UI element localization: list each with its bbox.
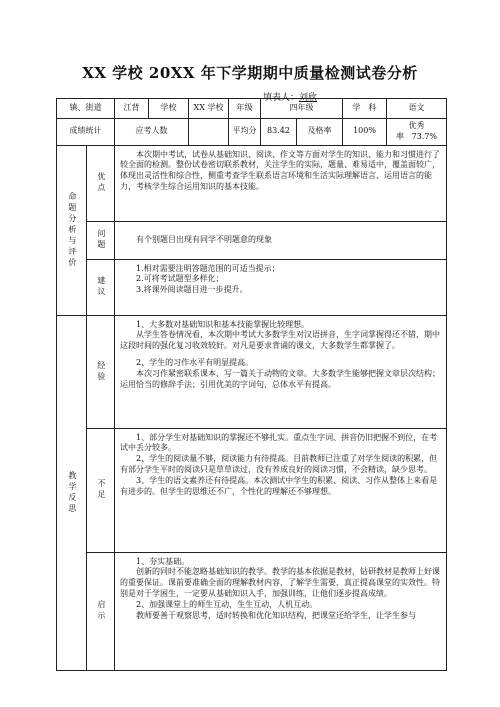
pass-label: 及格率 bbox=[297, 119, 343, 146]
filler-label: 填表人： bbox=[263, 93, 300, 103]
shortcoming-item: 1、部分学生对基础知识的掌握还不够扎实。重点生字词、拼音仍旧把握不到位，在考试中丢分较多。 bbox=[120, 432, 438, 453]
school-value: XX 学校 bbox=[189, 99, 229, 119]
experience-item: 1、大多数对基础知识和基本技能掌握比较理想。 bbox=[136, 319, 310, 329]
experience-label: 经验 bbox=[87, 315, 115, 428]
suggestions-cell bbox=[115, 259, 447, 315]
strengths-cell bbox=[115, 145, 447, 221]
grade-label: 年级 bbox=[229, 99, 261, 119]
insight-item: 教师要善于观察思考，适时转换和优化知识结构，把课堂还给学生，让学生参与 bbox=[136, 610, 416, 620]
shortcomings-label: 不足 bbox=[87, 428, 115, 552]
school-label: 学校 bbox=[149, 99, 189, 119]
analysis-section-label bbox=[57, 145, 87, 315]
insight-item: 1、夯实基础。 bbox=[136, 556, 190, 566]
reflection-section-label bbox=[57, 315, 87, 670]
problems-cell bbox=[115, 221, 447, 259]
problems-text: 有个别题目出现有同学不明题意的现象 bbox=[136, 234, 272, 244]
subject-label: 学 科 bbox=[343, 99, 387, 119]
experience-item: 本次习作紧密联系课本，写一篇关于动物的文章。大多数学生能够把握文章层次结构；运用恰当的修辞手法；引用优美的字词句，总体水平有提高。 bbox=[120, 368, 440, 389]
experience-item: 从学生答卷情况看，本次期中考试大多数学生对汉语拼音，生字词掌握得还不错，期中这段时间的强化复习收效较好。对凡是要求背诵的课文，大多数学生都掌握了。 bbox=[120, 330, 440, 351]
excellent-value: 73.7% bbox=[411, 131, 438, 141]
reflection-label-text: 教学反思 bbox=[67, 470, 77, 515]
filler-name: 刘欣 bbox=[299, 93, 318, 103]
town-label: 镇、街道 bbox=[57, 99, 115, 119]
suggestion-item: 1.相对需要注明答题范围的可适当提示； bbox=[136, 263, 280, 273]
shortcoming-item: 2、学生的阅读量不够，阅读能力有待提高。目前教师已注重了对学生阅读的积累，但有部分学生平时的阅读只是草草读过，没有养成良好的阅读习惯，不会精读，缺少思考。 bbox=[120, 454, 438, 474]
strengths-label: 优点 bbox=[87, 145, 115, 221]
subject-value: 语文 bbox=[387, 99, 447, 119]
shortcomings-cell bbox=[115, 428, 447, 552]
pass-value: 100% bbox=[343, 119, 387, 146]
suggestions-label: 建议 bbox=[87, 259, 115, 315]
town-value: 江背 bbox=[115, 99, 149, 119]
grade-value: 四年级 bbox=[261, 99, 343, 119]
shortcoming-item: 3、学生的语文素养还有待提高。本次测试中学生的积累、阅读、习作从整体上来看是有进步的。但学生的思维还不广，个性化的理解还不够理想。 bbox=[120, 475, 438, 496]
insights-label: 启示 bbox=[87, 552, 115, 670]
experience-item: 2、学生的习作水平有明显提高。 bbox=[136, 357, 254, 367]
excellent-label: 优秀率 bbox=[395, 121, 425, 141]
insight-item: 2、加强课堂上的师生互动，生生互动，人机互动。 bbox=[136, 599, 318, 609]
insight-item: 创新的同时不能忽略基础知识的教学。教学的基本依据是教材，钻研教材是教师上好课的重要保证。课前要准确全面的理解教材内容，了解学生需要，真正提高课堂的实效性。特别是对于学困生，一定要从基础知识入手，加强训练，让他们逐步提高成绩。 bbox=[120, 567, 440, 598]
participants-label: 应考人数 bbox=[115, 119, 189, 146]
analysis-label-text: 命题分析与评价 bbox=[67, 191, 77, 269]
problems-label: 问题 bbox=[87, 221, 115, 259]
avg-value: 83.42 bbox=[261, 119, 297, 146]
suggestion-item: 3.将课外阅读题目进一步提升。 bbox=[136, 285, 248, 295]
stats-label: 成绩统计 bbox=[57, 119, 115, 146]
avg-label: 平均分 bbox=[229, 119, 261, 146]
excellent-cell bbox=[387, 119, 447, 146]
experience-cell bbox=[115, 315, 447, 428]
suggestion-item: 2.可将考试题型多样化； bbox=[136, 274, 224, 284]
insights-cell bbox=[115, 552, 447, 670]
page-title: XX 学校 20XX 年下学期期中质量检测试卷分析 bbox=[82, 64, 418, 82]
strengths-text: 本次期中考试，试卷从基础知识、阅读、作文等方面对学生的知识、能力和习惯进行了较全面的检测。整份试卷密切联系教材，关注学生的实际，题量、难易适中，覆盖面较广，体现出灵活性和综合性，侧重考查学生联系语言环境和生活实际理解语言、运用语言的能力，考核学生综合运用知识的基本技能。 bbox=[120, 149, 440, 191]
analysis-table bbox=[56, 98, 447, 671]
participants-value bbox=[189, 119, 229, 146]
